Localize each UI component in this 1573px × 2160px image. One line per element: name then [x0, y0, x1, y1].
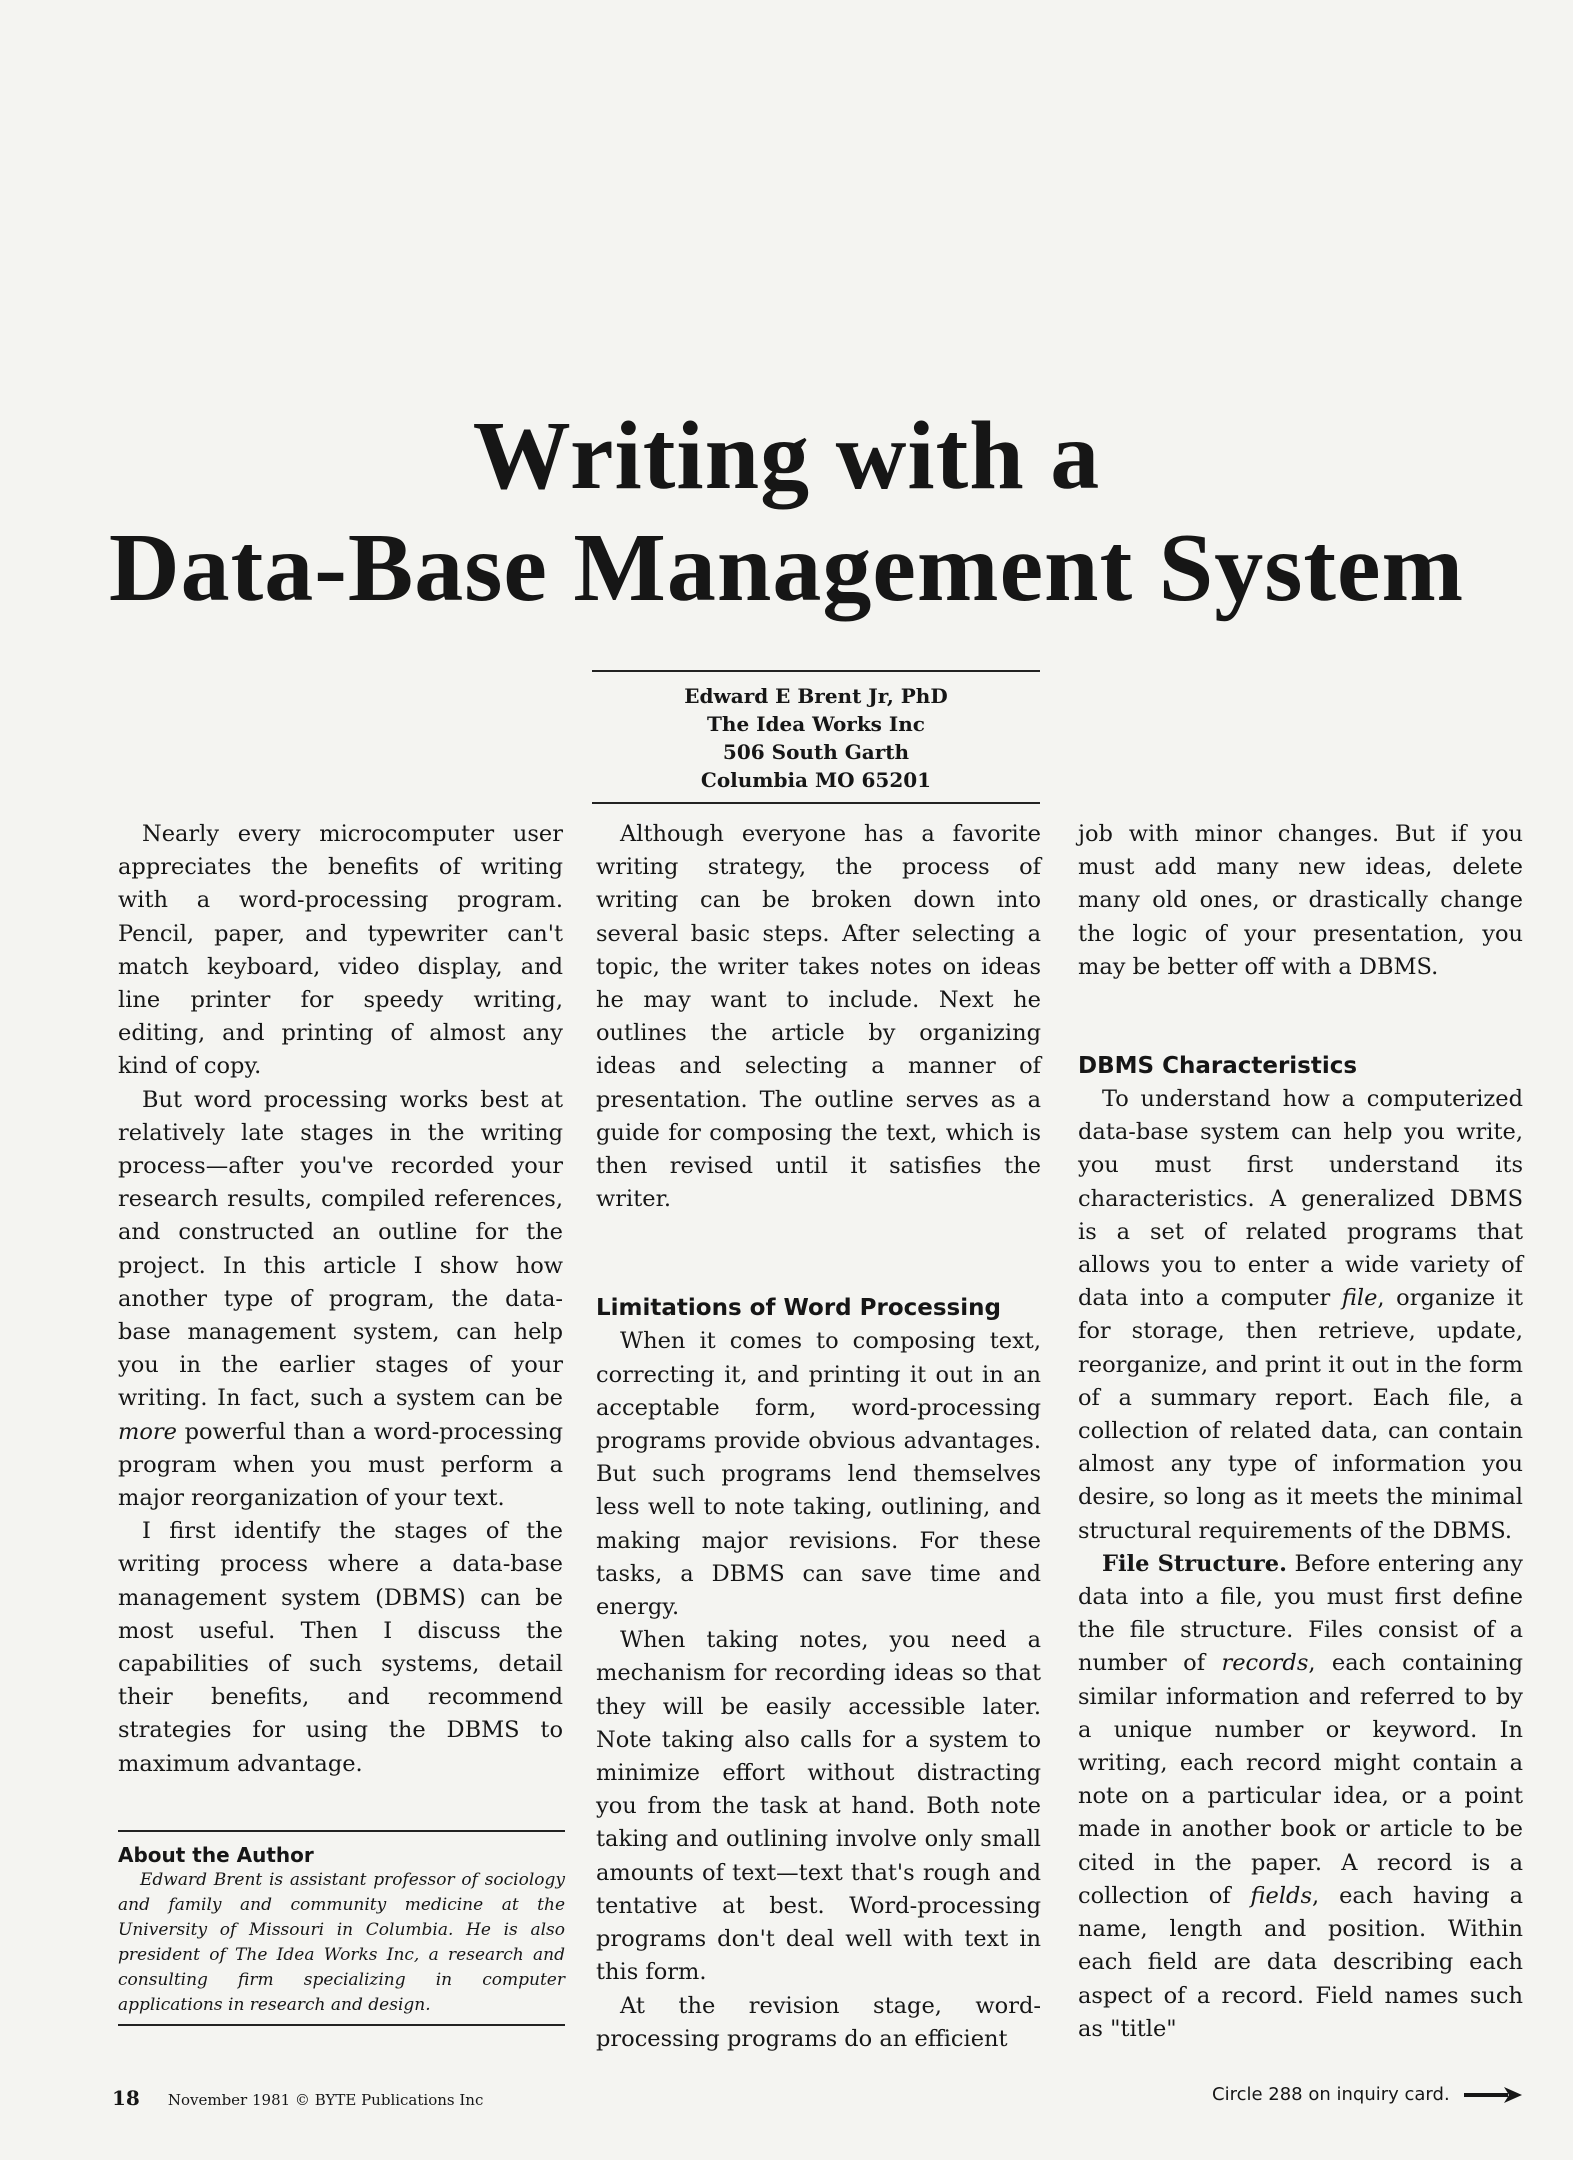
paragraph: At the revision stage, word-processing programs do an efficient [596, 1992, 1041, 2052]
author-byline [592, 670, 1040, 804]
column-1 [118, 818, 563, 1781]
page-number: 18 [112, 2086, 140, 2110]
inquiry-text: Circle 288 on inquiry card. [1212, 2084, 1450, 2105]
arrow-right-icon [1464, 2085, 1522, 2105]
about-author-text: Edward Brent is assistant professor of sociology and family and community medicine at the University of Missouri in Columbia. He is also president of The Idea Works Inc, a research and consulting firm specializing in computer applications in research and design. [118, 1870, 565, 2015]
author-street: 506 South Garth [722, 740, 910, 764]
title-line-2: Data-Base Management System [108, 514, 1465, 622]
author-name: Edward E Brent Jr, PhD [684, 684, 948, 708]
section-heading-dbms-characteristics: DBMS Characteristics [1078, 1053, 1358, 1080]
run-in-heading-file-structure: File Structure. [1102, 1550, 1287, 1577]
emphasis: records [1221, 1650, 1309, 1677]
paragraph: Although everyone has a favorite writing strategy, the process of writing can be broken down into several basic steps. After selecting a topic, the writer takes notes on ideas he may want to include. Next he outlines the article by organizing ideas and selecting a manner of presentation. The outline serves as a guide for composing the text, which is then revised until it satisfies the writer. [596, 821, 1041, 1213]
inquiry-note [1212, 2084, 1522, 2105]
emphasis: file [1341, 1285, 1378, 1312]
issue-credit: November 1981 © BYTE Publications Inc [167, 2091, 484, 2109]
paragraph: When it comes to composing text, correcting it, and printing it out in an acceptable form, word-processing programs provide obvious advantages. But such programs lend themselves less well to note taking, outlining, and making major revisions. For these tasks, a DBMS can save time and energy. [596, 1328, 1041, 1621]
paragraph: To understand how a computerized data-base system can help you write, you must first understand its characteristics. A generalized DBMS is a set of related programs that allows you to enter a wide variety of data into a computer file, organize it for storage, then retrieve, update, reorganize, and print it out in the form of a summary report. Each file, a collection of related data, can contain almost any type of information you desire, so long as it meets the minimal structural requirements of the DBMS. [1078, 1086, 1524, 1544]
paragraph: But word processing works best at relatively late stages in the writing process—after you've recorded your research results, compiled references, and constructed an outline for the project. In this article I show how another type of program, the data-base management system, can help you in the earlier stages of your writing. In fact, such a system can be more powerful than a word-processing program when you must perform a major reorganization of your text. [118, 1086, 563, 1512]
page-footer [112, 2086, 483, 2110]
article-title [0, 400, 1573, 624]
column-2 [596, 818, 1041, 2056]
emphasis: fields [1250, 1882, 1312, 1909]
about-author-heading: About the Author [118, 1843, 314, 1867]
column-3 [1078, 818, 1523, 2046]
author-city: Columbia MO 65201 [700, 768, 932, 792]
title-line-1: Writing with a [472, 402, 1101, 510]
paragraph: job with minor changes. But if you must add many new ideas, delete many old ones, or drastically change the logic of your presentation, you may be better off with a DBMS. [1078, 821, 1523, 980]
author-company: The Idea Works Inc [707, 712, 925, 736]
paragraph: I first identify the stages of the writing process where a data-base management system (DBMS) can be most useful. Then I discuss the capabilities of such systems, detail their benefits, and recommend strategies for using the DBMS to maximum advantage. [118, 1518, 563, 1777]
paragraph: Nearly every microcomputer user appreciates the benefits of writing with a word-processing program. Pencil, paper, and typewriter can't match keyboard, video display, and line printer for speedy writing, editing, and printing of almost any kind of copy. [118, 821, 563, 1080]
section-heading-limitations: Limitations of Word Processing [596, 1295, 1001, 1322]
about-the-author-box [118, 1830, 565, 2026]
emphasis: more [118, 1418, 177, 1445]
paragraph: File Structure. Before entering any data into a file, you must first define the file structure. Files consist of a number of records, each containing similar information and referred to by a unique number or keyword. In writing, each record might contain a note on a particular idea, or a point made in another book or article to be cited in the paper. A record is a collection of fields, each having a name, length and position. Within each field are data describing each aspect of a record. Field names such as "title" [1078, 1550, 1523, 2042]
paragraph: When taking notes, you need a mechanism for recording ideas so that they will be easily accessible later. Note taking also calls for a system to minimize effort without distracting you from the task at hand. Both note taking and outlining involve only small amounts of text—text that's rough and tentative at best. Word-processing programs don't deal well with text in this form. [596, 1627, 1041, 1986]
